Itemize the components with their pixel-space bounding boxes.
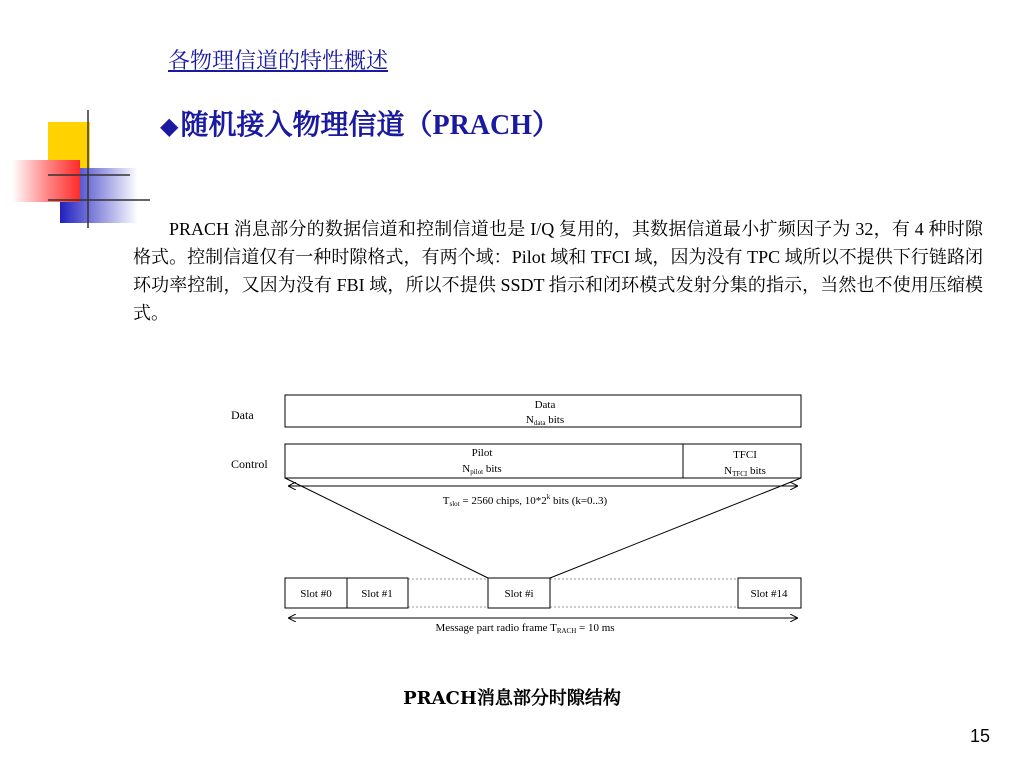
slot-label: Slot #0 xyxy=(300,588,332,600)
expand-line-right xyxy=(550,478,801,578)
tfci-field-bits: NTFCI bits xyxy=(724,465,766,478)
red-square xyxy=(12,160,80,202)
row-label-data: Data xyxy=(231,408,254,422)
slot-label: Slot #i xyxy=(504,588,534,600)
title-text: 随机接入物理信道（ xyxy=(180,108,433,141)
data-field-bits: Ndata bits xyxy=(525,414,565,427)
prach-slot-diagram xyxy=(220,388,820,648)
page-number: 15 xyxy=(969,726,990,746)
pilot-field-bits: Npilot bits xyxy=(462,463,502,476)
body-paragraph: PRACH 消息部分的数据信道和控制信道也是 I/Q 复用的，其数据信道最小扩频因子为 32，有 4 种时隙格式。控制信道仅有一种时隙格式，有两个域：Pilot 域和 TFCI 域，因为没有 TPC 域所以不提供下行链路闭环功率控制，又因为没有 FBI 域，所以不提供 SSDT 指示和闭环模式发射分集的指示，当然也不使用压缩模式。 xyxy=(133,219,983,323)
data-field-name: Data xyxy=(534,399,556,411)
slot-label: Slot #1 xyxy=(361,588,393,600)
tslot-label: Tslot = 2560 chips, 10*2$^k$ bits (k=0..3) xyxy=(442,493,608,508)
corner-decoration xyxy=(0,100,150,230)
title-prach: PRACH xyxy=(432,110,533,141)
section-link[interactable]: 各物理信道的特性概述 xyxy=(168,49,389,74)
title-suffix: ） xyxy=(532,108,561,141)
slide-title xyxy=(160,103,560,143)
diagram-caption: PRACH消息部分时隙结构 xyxy=(403,688,621,709)
pilot-field-name: Pilot xyxy=(471,447,493,459)
slot-label: Slot #14 xyxy=(750,588,788,600)
row-label-control: Control xyxy=(231,457,268,471)
frame-label: Message part radio frame TRACH = 10 ms xyxy=(435,622,615,635)
diamond-bullet-icon: ◆ xyxy=(160,111,179,140)
expand-line-left xyxy=(285,478,488,578)
tfci-field-name: TFCI xyxy=(733,449,757,461)
